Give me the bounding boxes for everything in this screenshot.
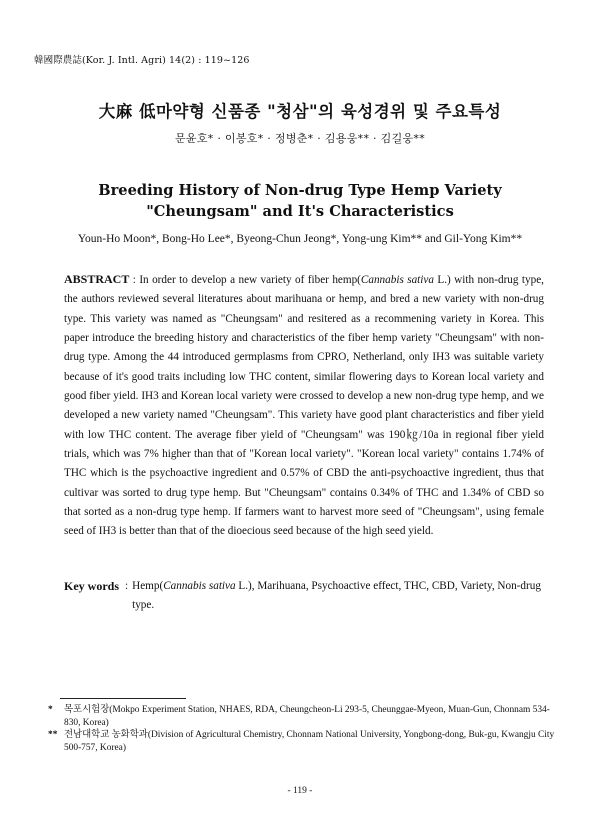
keywords-separator: :	[125, 580, 129, 592]
footnote-divider	[60, 698, 186, 699]
keywords-list	[132, 577, 544, 615]
footnote-text: 목포시험장(Mokpo Experiment Station, NHAES, RDA, Cheungcheon-Li 293-5, Cheunggae-Myeon, Muan-Gun, Chonnam 534-830, Korea)	[64, 705, 550, 728]
abstract: ABSTRACT : In order to develop a new variety of fiber hemp(Cannabis sativa L.) with non-drug type, the authors reviewed several literatures about marihuana or hemp, and bred a new variety with non-drug type. This variety was named as "Cheungsam" and resitered as a recommening variety in Korea. This paper introduce the breeding history and characteristics of the fiber hemp variety "Cheungsam" with non-drug type. Among the 44 introduced germplasms from CPRO, Netherland, only IH3 was suitable variety because of it's good traits including low THC content, similar flowering days to Korean local variety and good fiber yield. IH3 and Korean local variety were crossed to develop a new non-drug type hemp, and we developed a new variety named "Cheungsam". This variety have good plant characteristics and fiber yield with low THC content. The average fiber yield of "Cheungsam" was 190㎏/10a in regional fiber yield trials, which was 7% higher than that of "Korean local variety". "Korean local variety" contains 1.74% of THC which is the psychoactive ingredient and 0.57% of CBD the anti-psychoactive ingredient, thus that cultivar was sorted to drug type hemp. But "Cheungsam" contains 0.34% of THC and 1.34% of CBD so that sorted as a non-drug type hemp. If farmers want to harvest more seed of "Cheungsam", using female seed of IH3 is better than that of the dioecious seed because of the high seed yield.	[64, 272, 544, 538]
footnote	[48, 729, 556, 754]
english-title-line-1: Breeding History of Non-drug Type Hemp Variety	[98, 182, 502, 199]
abstract-text-start: In order to develop a new variety of fiber hemp(	[139, 274, 361, 286]
footnote-text: 전남대학교 농화학과(Division of Agricultural Chemistry, Chonnam National University, Yongbong-dong, Buk-gu, Kwangju City 500-757, Korea)	[64, 730, 555, 753]
korean-title: 大麻 低마약형 신품종 "청삼"의 육성경위 및 주요특성	[98, 102, 502, 121]
abstract-species-italic: Cannabis sativa	[360, 274, 434, 286]
abstract-label: ABSTRACT	[64, 272, 130, 286]
english-authors: Youn-Ho Moon*, Bong-Ho Lee*, Byeong-Chun Jeong*, Yong-ung Kim** and Gil-Yong Kim**	[77, 233, 523, 245]
english-title	[0, 180, 600, 222]
english-title-line-2: "Cheungsam" and It's Characteristics	[146, 203, 454, 220]
abstract-text-body: L.) with non-drug type, the authors reviewed several literatures about marihuana or hemp, and bred a new variety with non-drug type. This variety was named as "Cheungsam" and resitered as a recommening variety in Korea. This paper introduce the breeding history and characteristics of the fiber hemp variety "Cheungsam" with non-drug type. Among the 44 introduced germplasms from CPRO, Netherland, only IH3 was suitable variety because of it's good traits including low THC content, similar flowering days to Korean local variety and good fiber yield. IH3 and Korean local variety were crossed to develop a new non-drug type hemp, and we developed a new variety named "Cheungsam". This variety have good plant characteristics and fiber yield with low THC content. The average fiber yield of "Cheungsam" was 190㎏/10a in regional fiber yield trials, which was 7% higher than that of "Korean local variety". "Korean local variety" contains 1.74% of THC which is the psychoactive ingredient and 0.57% of CBD the anti-psychoactive ingredient, thus that cultivar was sorted to drug type hemp. But "Cheungsam" contains 0.34% of THC and 1.34% of CBD so that sorted as a non-drug type hemp. If farmers want to harvest more seed of "Cheungsam", using female seed of IH3 is better than that of the dioecious seed because of the high seed yield.	[64, 274, 544, 538]
footnotes	[48, 704, 556, 754]
keywords	[64, 577, 544, 615]
korean-authors: 문윤호* · 이봉호* · 정병춘* · 김용웅** · 김길웅**	[174, 132, 426, 145]
footnote-mark: *	[48, 705, 53, 715]
footnote-mark: **	[48, 730, 58, 741]
keyword-rest: L.), Marihuana, Psychoactive effect, THC, CBD, Variety, Non-drug type.	[132, 580, 541, 611]
footnote	[48, 704, 556, 729]
keyword-species-italic: Cannabis sativa	[163, 580, 236, 592]
keyword-start: Hemp(	[132, 580, 164, 592]
keywords-label: Key words	[64, 579, 119, 593]
journal-header: 韓國際農誌(Kor. J. Intl. Agri) 14(2) : 119~126	[34, 55, 250, 66]
page-number: - 119 -	[287, 786, 313, 796]
